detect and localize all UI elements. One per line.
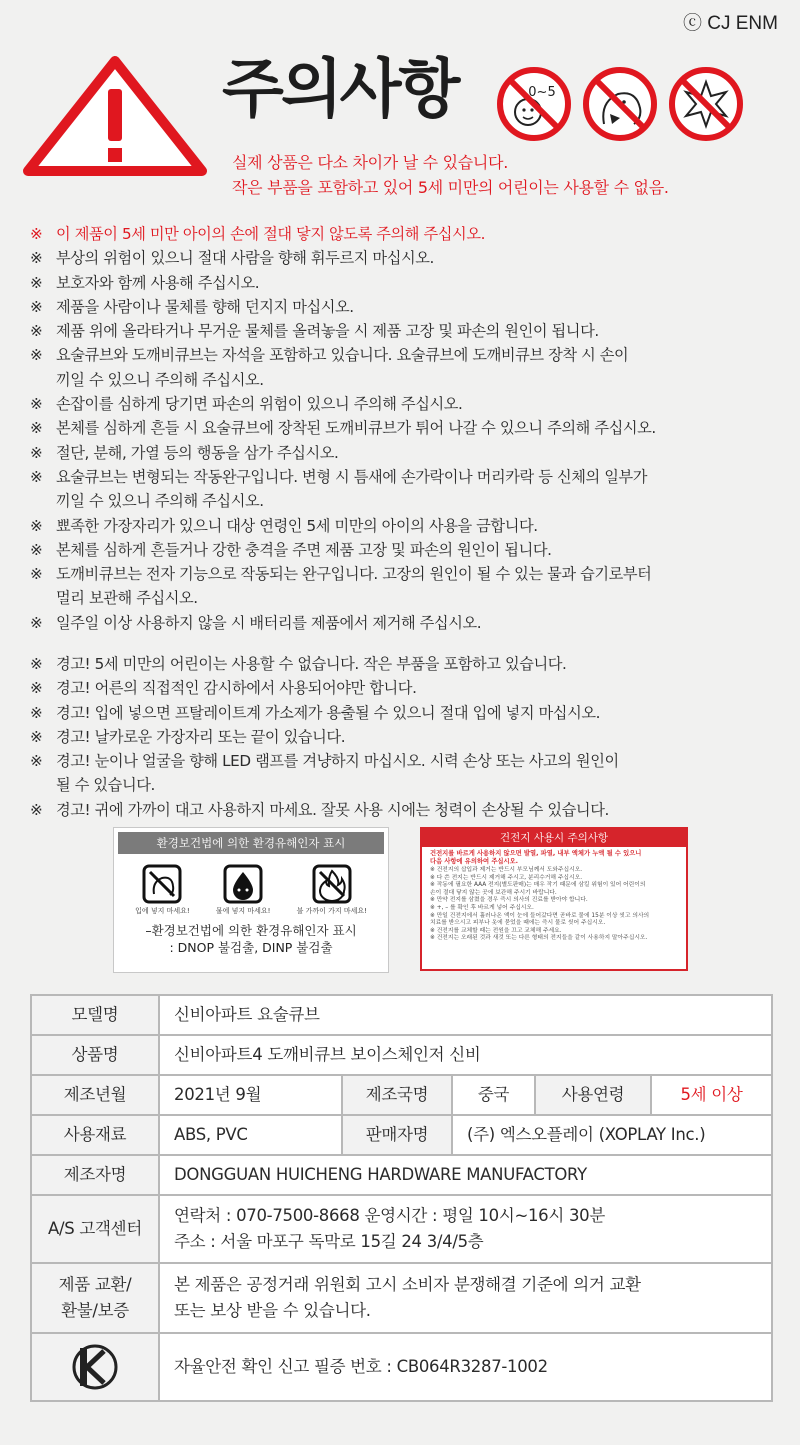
list-item-line: 끼일 수 있으니 주의해 주십시오. [56,370,264,389]
battery-lead-line-1: 건전지를 바르게 사용하지 않으면 발열, 파열, 내부 액체가 누액 될 수 있으니 [430,850,642,857]
list-item [30,562,790,611]
exchange-line-2: 또는 보상 받을 수 있습니다. [174,1301,371,1320]
list-item-text [56,676,417,700]
battery-item: ※ 건전지의 삽입과 제거는 반드시 부모님께서 도와주십시오. [430,867,583,873]
list-item-line: 손잡이를 심하게 당기면 파손의 위험이 있으니 주의해 주십시오. [56,395,463,414]
list-item-line: 요술큐브와 도깨비큐브는 자석을 포함하고 있습니다. 요술큐브에 도깨비큐브 장착 시 손이 [56,346,629,365]
list-item [30,725,790,749]
list-item [30,246,790,270]
list-item-text [56,514,538,538]
battery-caution-label [420,827,688,971]
material-key: 사용재료 [31,1115,159,1155]
page-title: 주의사항 [222,53,458,127]
list-item-text [56,392,462,416]
as-key: A/S 고객센터 [31,1195,159,1263]
env-footer-line-2: : DNOP 불검출, DINP 불검출 [169,940,333,955]
env-icon-water [216,864,271,916]
env-icon-caption: 입에 넣지 마세요! [135,907,190,915]
notice-line-2: 작은 부품을 포함하고 있어 5세 미만의 어린이는 사용할 수 없음. [232,178,669,197]
maker-key: 제조자명 [31,1155,159,1195]
reference-mark: ※ [30,395,43,414]
table-row [31,1333,772,1401]
battery-item: ※ +, – 를 확인 후 바르게 넣어 주십시오. [430,904,534,911]
reference-mark: ※ [30,800,43,819]
list-item-line: 이 제품이 5세 미만 아이의 손에 절대 닿지 않도록 주의해 주십시오. [56,225,486,243]
model-key: 모델명 [31,995,159,1035]
list-item-line: 요술큐브는 변형되는 작동완구입니다. 변형 시 틈새에 손가락이나 머리카락 등 신체의 일부가 [56,467,648,486]
list-item-line: 뾰족한 가장자리가 있으니 대상 연령인 5세 미만의 아이의 사용을 금합니다. [56,516,538,535]
env-icon-fire [297,864,367,916]
no-water-icon [223,864,263,904]
product-value: 신비아파트4 도깨비큐브 보이스체인저 신비 [159,1035,772,1075]
battery-item: 손이 절대 닿지 않는 곳에 보관해 주시기 바랍니다. [430,889,557,896]
table-row [31,1195,772,1263]
reference-mark: ※ [30,613,43,632]
list-item [30,271,790,295]
no-mouth-icon [582,66,658,142]
material-value: ABS, PVC [159,1115,342,1155]
country-key: 제조국명 [342,1075,452,1115]
reference-mark: ※ [30,225,43,243]
exchange-key-line-2: 환불/보증 [61,1301,129,1320]
reference-mark: ※ [30,419,43,438]
list-item-line: 본체를 심하게 흔들 시 요술큐브에 장착된 도깨비큐브가 튀어 나갈 수 있으니 주의해 주십시오. [56,419,656,438]
reference-mark: ※ [30,443,43,462]
exchange-value [159,1263,772,1333]
list-item-text [56,725,345,749]
list-item [30,465,790,514]
maker-value: DONGGUAN HUICHENG HARDWARE MANUFACTORY [159,1155,772,1195]
list-item [30,343,790,392]
list-item-text [56,465,647,514]
reference-mark: ※ [30,516,43,535]
reference-mark: ※ [30,467,43,486]
reference-mark: ※ [30,679,43,698]
date-key: 제조년월 [31,1075,159,1115]
list-item-line: 일주일 이상 사용하지 않을 시 배터리를 제품에서 제거해 주십시오. [56,613,482,632]
table-row [31,1075,772,1115]
list-item [30,514,790,538]
kc-cell [31,1333,159,1401]
list-item-text [56,749,619,798]
list-item-line: 제품을 사람이나 물체를 향해 던지지 마십시오. [56,297,354,316]
table-row [31,1115,772,1155]
table-row [31,1035,772,1075]
list-item-text [56,652,567,676]
as-address: 주소 : 서울 마포구 독막로 15길 24 3/4/5층 [174,1232,484,1251]
reference-mark: ※ [30,540,43,559]
age-value: 5세 이상 [651,1075,772,1115]
env-icon-caption: 물에 넣지 마세요! [215,907,271,915]
list-item-line: 끼일 수 있으니 주의해 주십시오. [56,492,264,511]
reference-mark: ※ [30,346,43,365]
list-item [30,798,790,822]
list-item-line: 될 수 있습니다. [56,776,155,795]
list-item-text [56,271,259,295]
reference-mark: ※ [30,273,43,292]
env-icon-mouth [135,864,190,916]
environmental-hazard-label [113,827,389,973]
list-item-text [56,416,656,440]
reference-mark: ※ [30,297,43,316]
product-key: 상품명 [31,1035,159,1075]
kc-mark-icon [70,1342,120,1392]
age-key: 사용연령 [535,1075,651,1115]
list-item-line: 보호자와 함께 사용해 주십시오. [56,273,260,292]
as-value [159,1195,772,1263]
list-item-line: 절단, 분해, 가열 등의 행동을 삼가 주십시오. [56,443,339,462]
exchange-key [31,1263,159,1333]
list-item [30,222,790,246]
battery-label-header: 건전지 사용시 주의사항 [422,829,686,847]
battery-item: ※ 건전지는 오래된 것과 새것 또는 다른 형태의 전지들을 같이 사용하지 말아주십시오. [430,935,648,942]
no-fire-icon [312,864,352,904]
copyright: ⓒ CJ ENM [682,13,778,34]
list-item-text [56,222,485,246]
age-label: 0~5 [528,85,556,100]
kc-value: 자율안전 확인 신고 필증 번호 : CB064R3287-1002 [159,1333,772,1401]
exchange-line-1: 본 제품은 공정거래 위원회 고시 소비자 분쟁해결 기준에 의거 교환 [174,1275,641,1294]
list-item [30,538,790,562]
list-item-line: 멀리 보관해 주십시오. [56,589,198,608]
seller-key: 판매자명 [342,1115,452,1155]
reference-mark: ※ [30,322,43,341]
reference-mark: ※ [30,565,43,584]
list-item-line: 부상의 위험이 있으니 절대 사람을 향해 휘두르지 마십시오. [56,249,434,268]
list-item [30,676,790,700]
env-icon-caption: 불 가까이 가지 마세요! [296,907,367,915]
list-item-text [56,246,434,270]
list-item-line: 경고! 5세 미만의 어린이는 사용할 수 없습니다. 작은 부품을 포함하고 있습니다. [56,655,567,673]
list-item-line: 경고! 입에 넣으면 프탈레이트계 가소제가 용출될 수 있으니 절대 입에 넣지 마십시오. [56,703,601,722]
list-item [30,416,790,440]
model-value: 신비아파트 요술큐브 [159,995,772,1035]
list-item-text [56,798,609,822]
country-value: 중국 [452,1075,535,1115]
reference-mark: ※ [30,249,43,268]
no-under-5-icon [496,66,572,142]
list-item [30,295,790,319]
list-item-line: 경고! 귀에 가까이 대고 사용하지 마세요. 잘못 사용 시에는 청력이 손상될 수 있습니다. [56,800,609,819]
list-item-line: 경고! 어른의 직접적인 감시하에서 사용되어야만 합니다. [56,679,417,698]
no-sharp-icon [668,66,744,142]
exchange-key-line-1: 제품 교환/ [58,1275,132,1294]
list-item-line: 도깨비큐브는 전자 기능으로 작동되는 완구입니다. 고장의 원인이 될 수 있는 물과 습기로부터 [56,565,652,584]
table-row [31,995,772,1035]
reference-mark: ※ [30,655,43,673]
reference-mark: ※ [30,752,43,771]
list-item-text [56,562,651,611]
list-item-text [56,538,552,562]
battery-item: ※ 만일 건전지에서 흘러나온 액이 눈에 들어갔다면 곧바로 물에 15분 이상 씻고 의사의 [430,912,650,919]
list-item-text [56,295,354,319]
list-item-text [56,441,338,465]
env-footer-line-1: –환경보건법에 의한 환경유해인자 표시 [145,923,357,938]
battery-item: ※ 건전지를 교체할 때는 전원을 끄고 교체해 주세요. [430,927,562,934]
reference-mark: ※ [30,727,43,746]
list-item [30,701,790,725]
list-item-line: 본체를 심하게 흔들거나 강한 충격을 주면 제품 고장 및 파손의 원인이 됩니다. [56,540,552,559]
list-item-text [56,319,599,343]
list-item-text [56,343,628,392]
list-item [30,441,790,465]
battery-item: ※ 다 쓴 전지는 반드시 제거해 주시고, 분리수거해 주십시오. [430,874,583,881]
list-item [30,392,790,416]
no-mouth-icon [142,864,182,904]
notice-line-1: 실제 상품은 다소 차이가 날 수 있습니다. [232,153,508,172]
battery-lead-line-2: 다음 사항에 유의하여 주십시오. [430,858,519,865]
list-item [30,319,790,343]
list-item [30,611,790,635]
battery-item: ※ 작동에 필요한 AAA 전지(별도판매)는 매우 작기 때문에 삼킬 위험이 있어 어린이의 [430,882,646,889]
warning-triangle-icon [22,55,208,177]
reference-mark: ※ [30,703,43,722]
product-notice [232,150,669,200]
list-item-line: 경고! 눈이나 얼굴을 향해 LED 램프를 겨냥하지 마십시오. 시력 손상 또는 사고의 원인이 [56,752,619,771]
battery-item: ※ 만약 전지를 삼켰을 경우 즉시 의사의 진료를 받아야 합니다. [430,897,588,904]
list-item-line: 경고! 날카로운 가장자리 또는 끝이 있습니다. [56,727,346,746]
table-row [31,1155,772,1195]
seller-value: (주) 엑스오플레이 (XOPLAY Inc.) [452,1115,772,1155]
battery-item-list [422,867,686,943]
list-item-text [56,701,600,725]
list-item [30,652,790,676]
list-item-text [56,611,481,635]
warning-list [30,652,790,822]
env-label-header: 환경보건법에 의한 환경유해인자 표시 [118,832,384,854]
date-value: 2021년 9월 [159,1075,342,1115]
list-item-line: 제품 위에 올라타거나 무거운 물체를 올려놓을 시 제품 고장 및 파손의 원인이 됩니다. [56,322,599,341]
list-item [30,749,790,798]
battery-item: 치료를 받으시고 피부나 옷에 묻었을 때에는 즉시 물로 씻어 주십시오. [430,920,606,927]
product-spec-table [30,994,773,1402]
as-contact: 연락처 : 070-7500-8668 운영시간 : 평일 10시~16시 30분 [174,1206,605,1225]
caution-list [30,222,790,635]
table-row [31,1263,772,1333]
